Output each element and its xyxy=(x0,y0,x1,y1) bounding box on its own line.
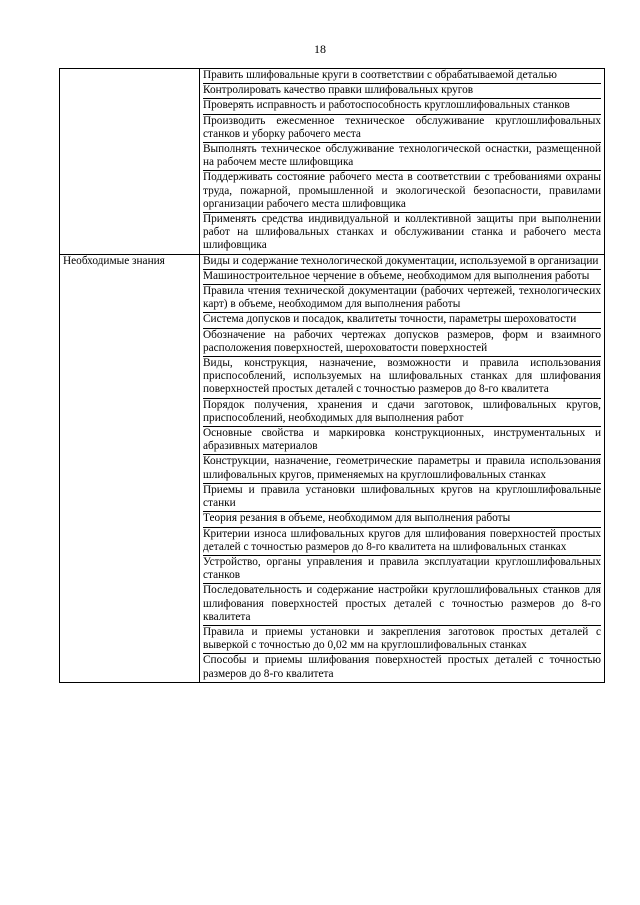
list-item: Поддерживать состояние рабочего места в соответствии с требованиями охраны труда, пожарной, промышленной и экологической безопасности, правилами организации рабочего места шлифовщика xyxy=(203,171,601,213)
row-label xyxy=(60,69,200,255)
list-item: Способы и приемы шлифования поверхностей простых деталей с точностью размеров до 8-го квалитета xyxy=(203,654,601,680)
list-item: Машиностроительное черчение в объеме, необходимом для выполнения работы xyxy=(203,270,601,285)
list-item: Правила чтения технической документации (рабочих чертежей, технологических карт) в объеме, необходимом для выполнения работы xyxy=(203,285,601,313)
list-item: Править шлифовальные круги в соответствии с обрабатываемой деталью xyxy=(203,69,601,84)
row-content xyxy=(200,254,605,682)
list-item: Последовательность и содержание настройки круглошлифовальных станков для шлифования поверхностей простых деталей с точностью размеров до 8-го квалитета xyxy=(203,584,601,626)
list-item: Порядок получения, хранения и сдачи заготовок, шлифовальных кругов, приспособлений, необходимых для выполнения работ xyxy=(203,399,601,427)
list-item: Виды, конструкция, назначение, возможности и правила использования приспособлений, используемых на шлифовальных станках для шлифования поверхностей простых деталей с точностью размеров до 8-го квалитета xyxy=(203,357,601,399)
list-item: Приемы и правила установки шлифовальных кругов на круглошлифовальные станки xyxy=(203,484,601,512)
list-item: Система допусков и посадок, квалитеты точности, параметры шероховатости xyxy=(203,313,601,328)
row-label-required-knowledge: Необходимые знания xyxy=(60,254,200,682)
list-item: Основные свойства и маркировка конструкционных, инструментальных и абразивных материалов xyxy=(203,427,601,455)
list-item: Конструкции, назначение, геометрические параметры и правила использования шлифовальных кругов, применяемых на круглошлифовальных станках xyxy=(203,455,601,483)
list-item: Правила и приемы установки и закрепления заготовок простых деталей с выверкой с точностью до 0,02 мм на круглошлифовальных станках xyxy=(203,626,601,654)
list-item: Производить ежесменное техническое обслуживание круглошлифовальных станков и уборку рабочего места xyxy=(203,115,601,143)
list-item: Контролировать качество правки шлифовальных кругов xyxy=(203,84,601,99)
list-item: Устройство, органы управления и правила эксплуатации круглошлифовальных станков xyxy=(203,556,601,584)
row-content xyxy=(200,69,605,255)
knowledge-skills-table xyxy=(59,68,605,683)
page-number: 18 xyxy=(314,42,326,56)
list-item: Проверять исправность и работоспособность круглошлифовальных станков xyxy=(203,99,601,114)
table-row xyxy=(60,254,605,682)
list-item: Теория резания в объеме, необходимом для выполнения работы xyxy=(203,512,601,527)
list-item: Виды и содержание технологической документации, используемой в организации xyxy=(203,255,601,270)
list-item: Применять средства индивидуальной и коллективной защиты при выполнении работ на шлифовальных станках и обслуживании станка и рабочего места шлифовщика xyxy=(203,213,601,252)
table-row xyxy=(60,69,605,255)
list-item: Выполнять техническое обслуживание технологической оснастки, размещенной на рабочем месте шлифовщика xyxy=(203,143,601,171)
list-item: Обозначение на рабочих чертежах допусков размеров, форм и взаимного расположения поверхностей, шероховатости поверхностей xyxy=(203,329,601,357)
list-item: Критерии износа шлифовальных кругов для шлифования поверхностей простых деталей с точностью размеров до 8-го квалитета на шлифовальных станках xyxy=(203,528,601,556)
